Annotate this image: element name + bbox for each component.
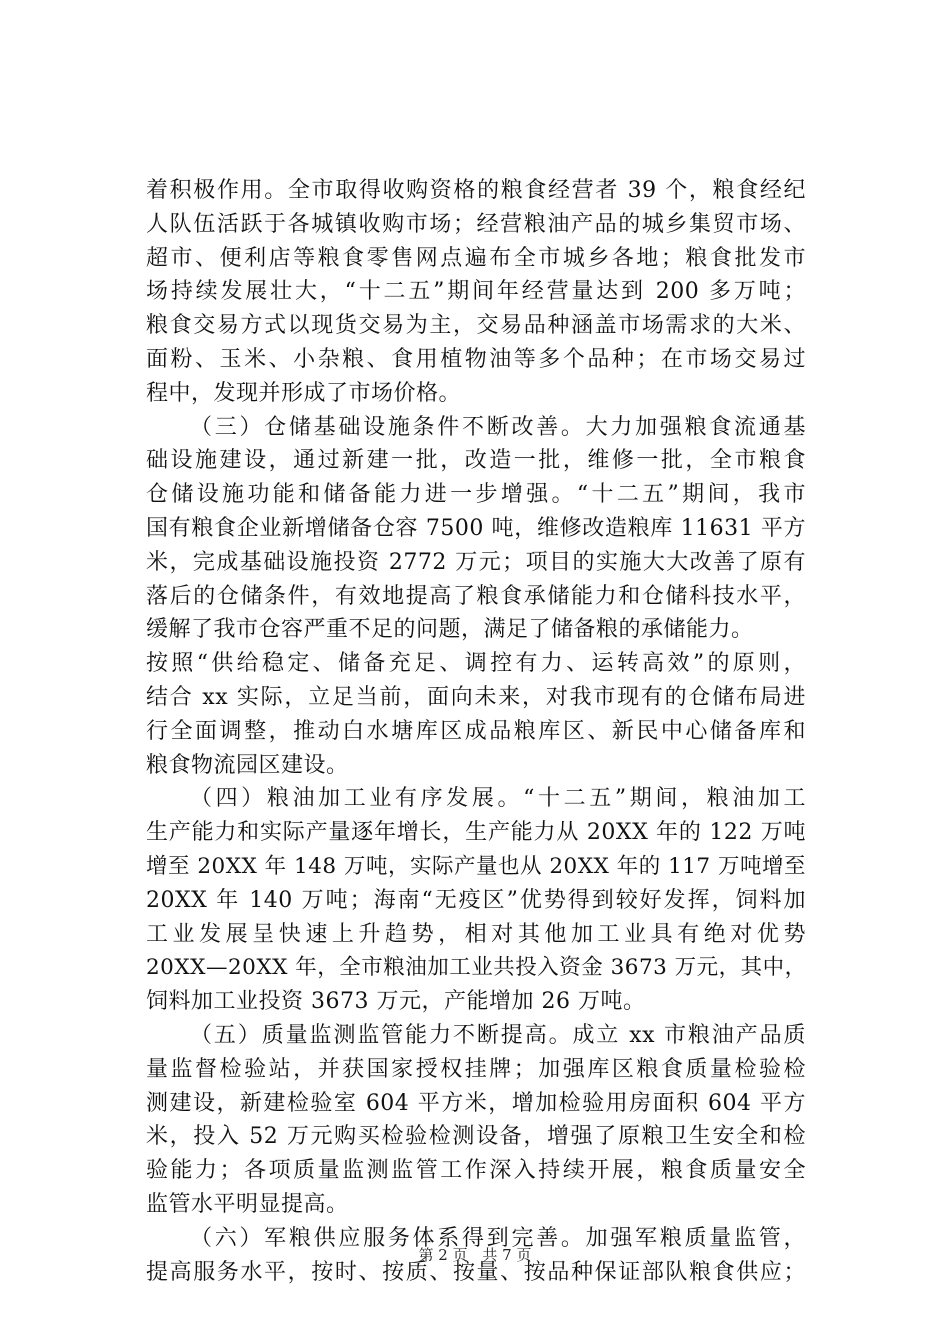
text-line: 提高服务水平，按时、按质、按量、按品种保证部队粮食供应； — [146, 1259, 806, 1285]
text-line: 程中，发现并形成了市场价格。 — [146, 380, 462, 406]
text-line: 行全面调整，推动白水塘库区成品粮库区、新民中心储备库和 — [146, 718, 806, 744]
text-line: 面粉、玉米、小杂粮、食用植物油等多个品种；在市场交易过 — [146, 346, 806, 372]
text-line: （三）仓储基础设施条件不断改善。大力加强粮食流通基 — [190, 414, 806, 440]
text-line: 增至 20XX 年 148 万吨，实际产量也从 20XX 年的 117 万吨增至 — [146, 853, 806, 879]
text-line: 20XX—20XX 年，全市粮油加工业共投入资金 3673 万元，其中， — [146, 955, 807, 981]
text-line: 量监督检验站，并获国家授权挂牌；加强库区粮食质量检验检 — [146, 1056, 806, 1082]
text-line: （六）军粮供应服务体系得到完善。加强军粮质量监管， — [190, 1225, 806, 1251]
text-line: 验能力；各项质量监测监管工作深入持续开展，粮食质量安全 — [146, 1158, 806, 1184]
text-line: 落后的仓储条件，有效地提高了粮食承储能力和仓储科技水平， — [146, 583, 806, 609]
page-footer — [0, 1244, 950, 1265]
text-line: 工业发展呈快速上升趋势，相对其他加工业具有绝对优势 — [146, 921, 806, 947]
text-line: 粮食物流园区建设。 — [146, 752, 349, 778]
document-body — [146, 174, 806, 1289]
text-line: 监管水平明显提高。 — [146, 1191, 349, 1217]
text-line: 按照“供给稳定、储备充足、调控有力、运转高效”的原则， — [146, 651, 806, 677]
text-line: 缓解了我市仓容严重不足的问题，满足了储备粮的承储能力。 — [146, 617, 754, 643]
text-line: （五）质量监测监管能力不断提高。成立 xx 市粮油产品质 — [190, 1022, 806, 1048]
text-line: （四）粮油加工业有序发展。“十二五”期间，粮油加工 — [190, 786, 806, 812]
text-line: 国有粮食企业新增储备仓容 7500 吨，维修改造粮库 11631 平方 — [146, 515, 806, 541]
text-line: 仓储设施功能和储备能力进一步增强。“十二五”期间，我市 — [146, 482, 806, 508]
text-line: 米，投入 52 万元购买检验检测设备，增强了原粮卫生安全和检 — [146, 1124, 806, 1150]
text-line: 结合 xx 实际，立足当前，面向未来，对我市现有的仓储布局进 — [146, 684, 806, 710]
text-line: 人队伍活跃于各城镇收购市场；经营粮油产品的城乡集贸市场、 — [146, 211, 806, 237]
total-pages: 共 7 页 — [482, 1246, 532, 1264]
text-line: 超市、便利店等粮食零售网点遍布全市城乡各地；粮食批发市 — [146, 245, 806, 271]
text-line: 础设施建设，通过新建一批，改造一批，维修一批，全市粮食 — [146, 448, 806, 474]
page-number: 第 2 页 — [418, 1246, 468, 1264]
text-line: 20XX 年 140 万吨；海南“无疫区”优势得到较好发挥，饲料加 — [146, 887, 806, 913]
text-line: 着积极作用。全市取得收购资格的粮食经营者 39 个，粮食经纪 — [146, 178, 806, 203]
text-line: 生产能力和实际产量逐年增长，生产能力从 20XX 年的 122 万吨 — [146, 820, 806, 846]
text-line: 场持续发展壮大，“十二五”期间年经营量达到 200 多万吨； — [146, 279, 806, 305]
text-line: 米，完成基础设施投资 2772 万元；项目的实施大大改善了原有 — [146, 549, 806, 575]
text-line: 测建设，新建检验室 604 平方米，增加检验用房面积 604 平方 — [146, 1090, 806, 1116]
text-line: 饲料加工业投资 3673 万元，产能增加 26 万吨。 — [146, 989, 646, 1015]
text-line: 粮食交易方式以现货交易为主，交易品种涵盖市场需求的大米、 — [146, 313, 806, 339]
